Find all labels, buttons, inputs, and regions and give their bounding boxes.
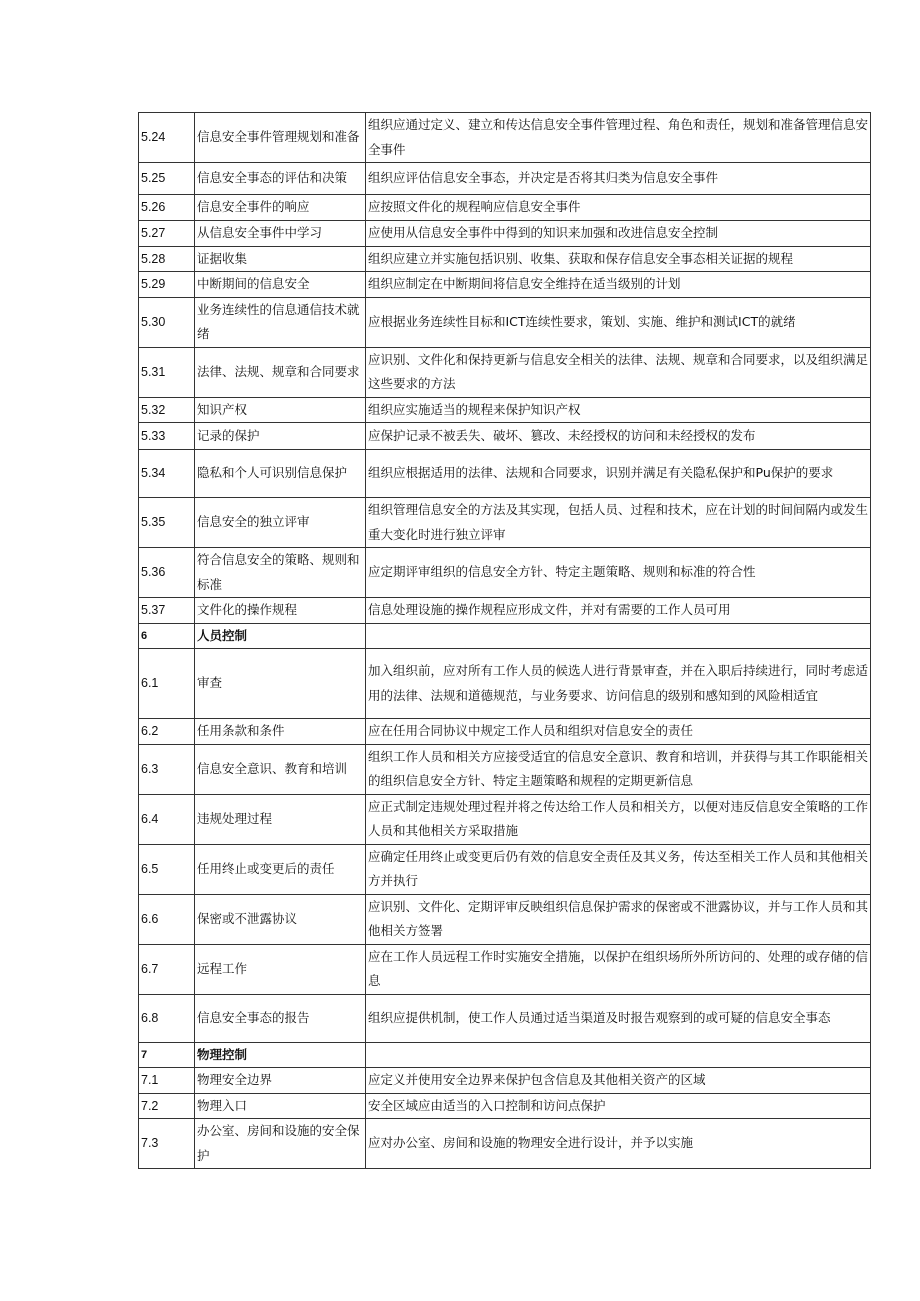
control-description: 应根据业务连续性目标和ICT连续性要求，策划、实施、维护和测试ICT的就绪: [366, 297, 871, 347]
control-description: 应定期评审组织的信息安全方针、特定主题策略、规则和标准的符合性: [366, 548, 871, 598]
control-number: 7.1: [139, 1068, 195, 1094]
table-row: [139, 794, 871, 844]
control-number: 5.27: [139, 221, 195, 247]
control-description: 应定义并使用安全边界来保护包含信息及其他相关资产的区域: [366, 1068, 871, 1094]
control-name: 业务连续性的信息通信技术就绪: [195, 297, 366, 347]
control-number: 6.6: [139, 894, 195, 944]
control-number: 5.32: [139, 397, 195, 423]
control-number: 6.3: [139, 744, 195, 794]
table-row: [139, 221, 871, 247]
control-name: 信息安全意识、教育和培训: [195, 744, 366, 794]
control-description: [366, 623, 871, 649]
control-description: 应识别、文件化和保持更新与信息安全相关的法律、法规、规章和合同要求，以及组织满足这些要求的方法: [366, 347, 871, 397]
table-row: [139, 272, 871, 298]
table-row: [139, 844, 871, 894]
table-row: [139, 719, 871, 745]
control-number: 5.35: [139, 498, 195, 548]
control-name: 审查: [195, 649, 366, 719]
control-number: 5.26: [139, 195, 195, 221]
control-description: 组织应根据适用的法律、法规和合同要求，识别并满足有关隐私保护和Pu保护的要求: [366, 450, 871, 498]
control-name: 办公室、房间和设施的安全保护: [195, 1119, 366, 1169]
table-row: [139, 894, 871, 944]
control-description: 安全区域应由适当的入口控制和访问点保护: [366, 1093, 871, 1119]
table-row: [139, 423, 871, 450]
control-number: 6.5: [139, 844, 195, 894]
section-row: [139, 623, 871, 649]
table-row: [139, 649, 871, 719]
control-name: 物理安全边界: [195, 1068, 366, 1094]
control-name: 从信息安全事件中学习: [195, 221, 366, 247]
table-row: [139, 113, 871, 163]
control-name: 知识产权: [195, 397, 366, 423]
table-row: [139, 397, 871, 423]
control-number: 7: [139, 1042, 195, 1068]
section-row: [139, 1042, 871, 1068]
control-description: 应保护记录不被丢失、破坏、篡改、未经授权的访问和未经授权的发布: [366, 423, 871, 450]
control-description: 应确定任用终止或变更后仍有效的信息安全责任及其义务，传达至相关工作人员和其他相关方并执行: [366, 844, 871, 894]
control-name: 中断期间的信息安全: [195, 272, 366, 298]
control-name: 记录的保护: [195, 423, 366, 450]
table-row: [139, 598, 871, 624]
control-name: 任用条款和条件: [195, 719, 366, 745]
control-description: 应按照文件化的规程响应信息安全事件: [366, 195, 871, 221]
control-number: 5.37: [139, 598, 195, 624]
control-name: 隐私和个人可识别信息保护: [195, 450, 366, 498]
control-name: 任用终止或变更后的责任: [195, 844, 366, 894]
control-description: 组织应评估信息安全事态，并决定是否将其归类为信息安全事件: [366, 163, 871, 195]
control-description: 组织工作人员和相关方应接受适宜的信息安全意识、教育和培训，并获得与其工作职能相关的组织信息安全方针、特定主题策略和规程的定期更新信息: [366, 744, 871, 794]
control-name: 信息安全事态的评估和决策: [195, 163, 366, 195]
table-row: [139, 297, 871, 347]
table-row: [139, 994, 871, 1042]
control-name: 信息安全事件管理规划和准备: [195, 113, 366, 163]
table-row: [139, 548, 871, 598]
control-number: 5.30: [139, 297, 195, 347]
control-number: 5.29: [139, 272, 195, 298]
control-number: 5.31: [139, 347, 195, 397]
control-number: 6.1: [139, 649, 195, 719]
control-number: 6: [139, 623, 195, 649]
table-row: [139, 1093, 871, 1119]
table-row: [139, 744, 871, 794]
control-description: [366, 1042, 871, 1068]
control-number: 6.2: [139, 719, 195, 745]
table-row: [139, 1068, 871, 1094]
control-description: 信息处理设施的操作规程应形成文件，并对有需要的工作人员可用: [366, 598, 871, 624]
control-number: 5.34: [139, 450, 195, 498]
controls-table-body: [139, 113, 871, 1169]
control-description: 应在任用合同协议中规定工作人员和组织对信息安全的责任: [366, 719, 871, 745]
control-name: 违规处理过程: [195, 794, 366, 844]
control-description: 应识别、文件化、定期评审反映组织信息保护需求的保密或不泄露协议，并与工作人员和其他相关方签署: [366, 894, 871, 944]
control-description: 应使用从信息安全事件中得到的知识来加强和改进信息安全控制: [366, 221, 871, 247]
control-name: 符合信息安全的策略、规则和标准: [195, 548, 366, 598]
table-row: [139, 347, 871, 397]
table-row: [139, 246, 871, 272]
control-name: 信息安全的独立评审: [195, 498, 366, 548]
control-description: 组织应提供机制，使工作人员通过适当渠道及时报告观察到的或可疑的信息安全事态: [366, 994, 871, 1042]
table-row: [139, 450, 871, 498]
control-number: 7.2: [139, 1093, 195, 1119]
control-description: 应在工作人员远程工作时实施安全措施，以保护在组织场所外所访问的、处理的或存储的信息: [366, 944, 871, 994]
control-description: 加入组织前，应对所有工作人员的候选人进行背景审查，并在入职后持续进行，同时考虑适用的法律、法规和道德规范，与业务要求、访问信息的级别和感知到的风险相适宜: [366, 649, 871, 719]
control-name: 保密或不泄露协议: [195, 894, 366, 944]
table-row: [139, 944, 871, 994]
control-name: 物理入口: [195, 1093, 366, 1119]
section-title: 人员控制: [195, 623, 366, 649]
control-name: 证据收集: [195, 246, 366, 272]
table-row: [139, 195, 871, 221]
control-number: 5.25: [139, 163, 195, 195]
control-name: 文件化的操作规程: [195, 598, 366, 624]
control-number: 6.8: [139, 994, 195, 1042]
control-number: 5.36: [139, 548, 195, 598]
control-description: 组织应通过定义、建立和传达信息安全事件管理过程、角色和责任，规划和准备管理信息安全事件: [366, 113, 871, 163]
control-description: 组织应实施适当的规程来保护知识产权: [366, 397, 871, 423]
controls-table: [138, 112, 871, 1169]
control-number: 5.24: [139, 113, 195, 163]
control-description: 应对办公室、房间和设施的物理安全进行设计，并予以实施: [366, 1119, 871, 1169]
section-title: 物理控制: [195, 1042, 366, 1068]
table-row: [139, 1119, 871, 1169]
control-name: 法律、法规、规章和合同要求: [195, 347, 366, 397]
table-row: [139, 163, 871, 195]
control-name: 信息安全事态的报告: [195, 994, 366, 1042]
control-number: 7.3: [139, 1119, 195, 1169]
control-number: 5.28: [139, 246, 195, 272]
control-number: 6.4: [139, 794, 195, 844]
control-name: 远程工作: [195, 944, 366, 994]
control-number: 6.7: [139, 944, 195, 994]
table-row: [139, 498, 871, 548]
control-description: 应正式制定违规处理过程并将之传达给工作人员和相关方，以便对违反信息安全策略的工作人员和其他相关方采取措施: [366, 794, 871, 844]
control-description: 组织应建立并实施包括识别、收集、获取和保存信息安全事态相关证据的规程: [366, 246, 871, 272]
control-number: 5.33: [139, 423, 195, 450]
control-description: 组织管理信息安全的方法及其实现，包括人员、过程和技术，应在计划的时间间隔内或发生重大变化时进行独立评审: [366, 498, 871, 548]
control-name: 信息安全事件的响应: [195, 195, 366, 221]
control-description: 组织应制定在中断期间将信息安全维持在适当级别的计划: [366, 272, 871, 298]
